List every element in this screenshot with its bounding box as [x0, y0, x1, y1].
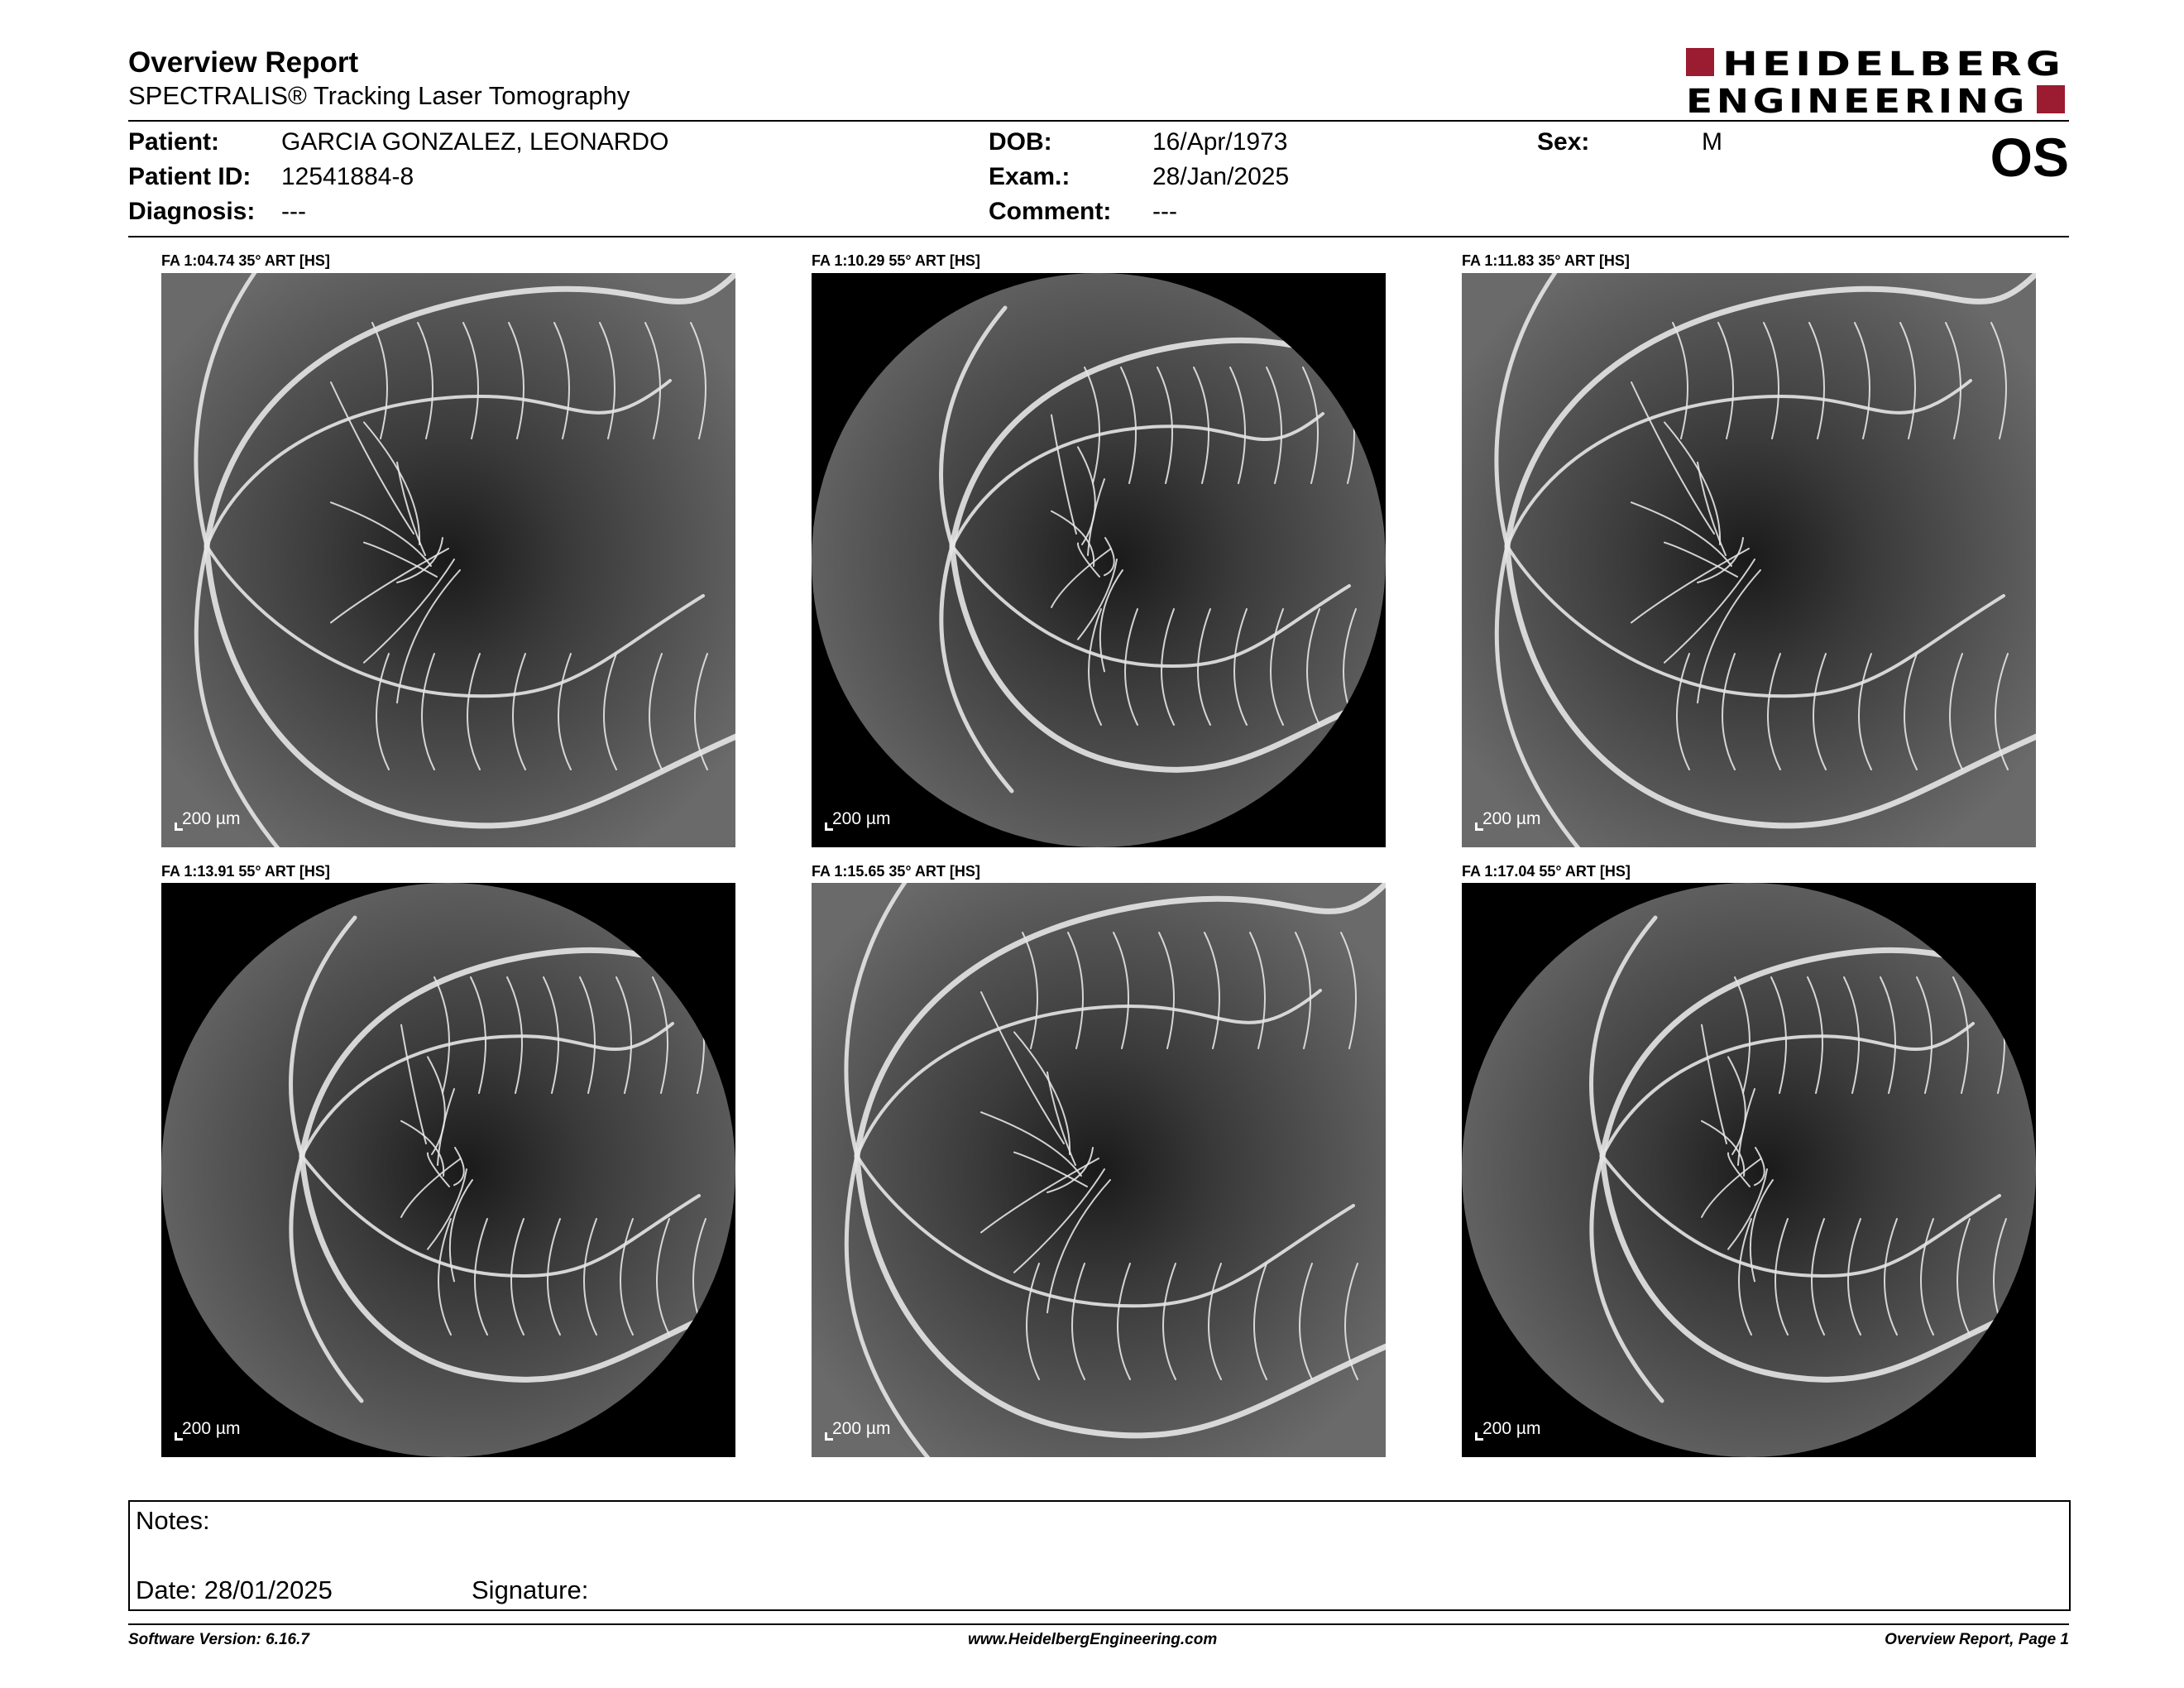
fundus-angiogram-image[interactable] [812, 883, 1386, 1457]
patient-id-label: Patient ID: [128, 163, 251, 190]
date-label: Date: 28/01/2025 [136, 1575, 333, 1604]
svg-text:HEIDELBERG: HEIDELBERG [1722, 46, 2065, 84]
scale-label: 200 µm [832, 809, 891, 828]
image-caption: FA 1:11.83 35° ART [HS] [1462, 252, 1630, 269]
exam-label: Exam.: [989, 163, 1070, 190]
info-divider [128, 236, 2069, 237]
page-indicator: Overview Report, Page 1 [1885, 1631, 2069, 1648]
scale-label: 200 µm [1482, 809, 1541, 828]
diagnosis-value: --- [281, 198, 306, 225]
fundus-angiogram-image[interactable] [1462, 273, 2036, 847]
patient-label: Patient: [128, 128, 220, 156]
fundus-angiogram-image[interactable] [812, 273, 1386, 847]
footer-divider [128, 1623, 2069, 1625]
image-caption: FA 1:15.65 35° ART [HS] [812, 863, 980, 880]
fundus-angiogram-image[interactable] [161, 883, 735, 1457]
dob-label: DOB: [989, 128, 1052, 156]
dob-value: 16/Apr/1973 [1152, 128, 1288, 156]
fundus-angiogram-image[interactable] [161, 273, 735, 847]
scale-label: 200 µm [182, 1419, 241, 1438]
notes-label: Notes: [136, 1506, 210, 1535]
header-divider [128, 120, 2069, 122]
comment-value: --- [1152, 198, 1177, 225]
scale-label: 200 µm [832, 1419, 891, 1438]
image-caption: FA 1:13.91 55° ART [HS] [161, 863, 330, 880]
notes-box[interactable] [128, 1500, 2071, 1611]
patient-id: 12541884-8 [281, 163, 414, 190]
svg-text:ENGINEERING: ENGINEERING [1686, 83, 2028, 117]
image-caption: FA 1:17.04 55° ART [HS] [1462, 863, 1631, 880]
heidelberg-logo [1686, 43, 2067, 117]
signature-label: Signature: [472, 1575, 589, 1604]
report-subtitle: SPECTRALIS® Tracking Laser Tomography [128, 81, 630, 110]
image-caption: FA 1:04.74 35° ART [HS] [161, 252, 330, 269]
software-version: Software Version: 6.16.7 [128, 1631, 309, 1648]
image-caption: FA 1:10.29 55° ART [HS] [812, 252, 980, 269]
diagnosis-label: Diagnosis: [128, 198, 256, 225]
comment-label: Comment: [989, 198, 1112, 225]
exam-date: 28/Jan/2025 [1152, 163, 1290, 190]
scale-label: 200 µm [182, 809, 241, 828]
sex-value: M [1702, 128, 1722, 156]
sex-label: Sex: [1537, 128, 1590, 156]
eye-laterality: OS [1990, 127, 2069, 188]
website-link[interactable]: www.HeidelbergEngineering.com [968, 1631, 1218, 1648]
scale-label: 200 µm [1482, 1419, 1541, 1438]
fundus-angiogram-image[interactable] [1462, 883, 2036, 1457]
patient-name: GARCIA GONZALEZ, LEONARDO [281, 128, 669, 156]
report-title: Overview Report [128, 46, 359, 79]
